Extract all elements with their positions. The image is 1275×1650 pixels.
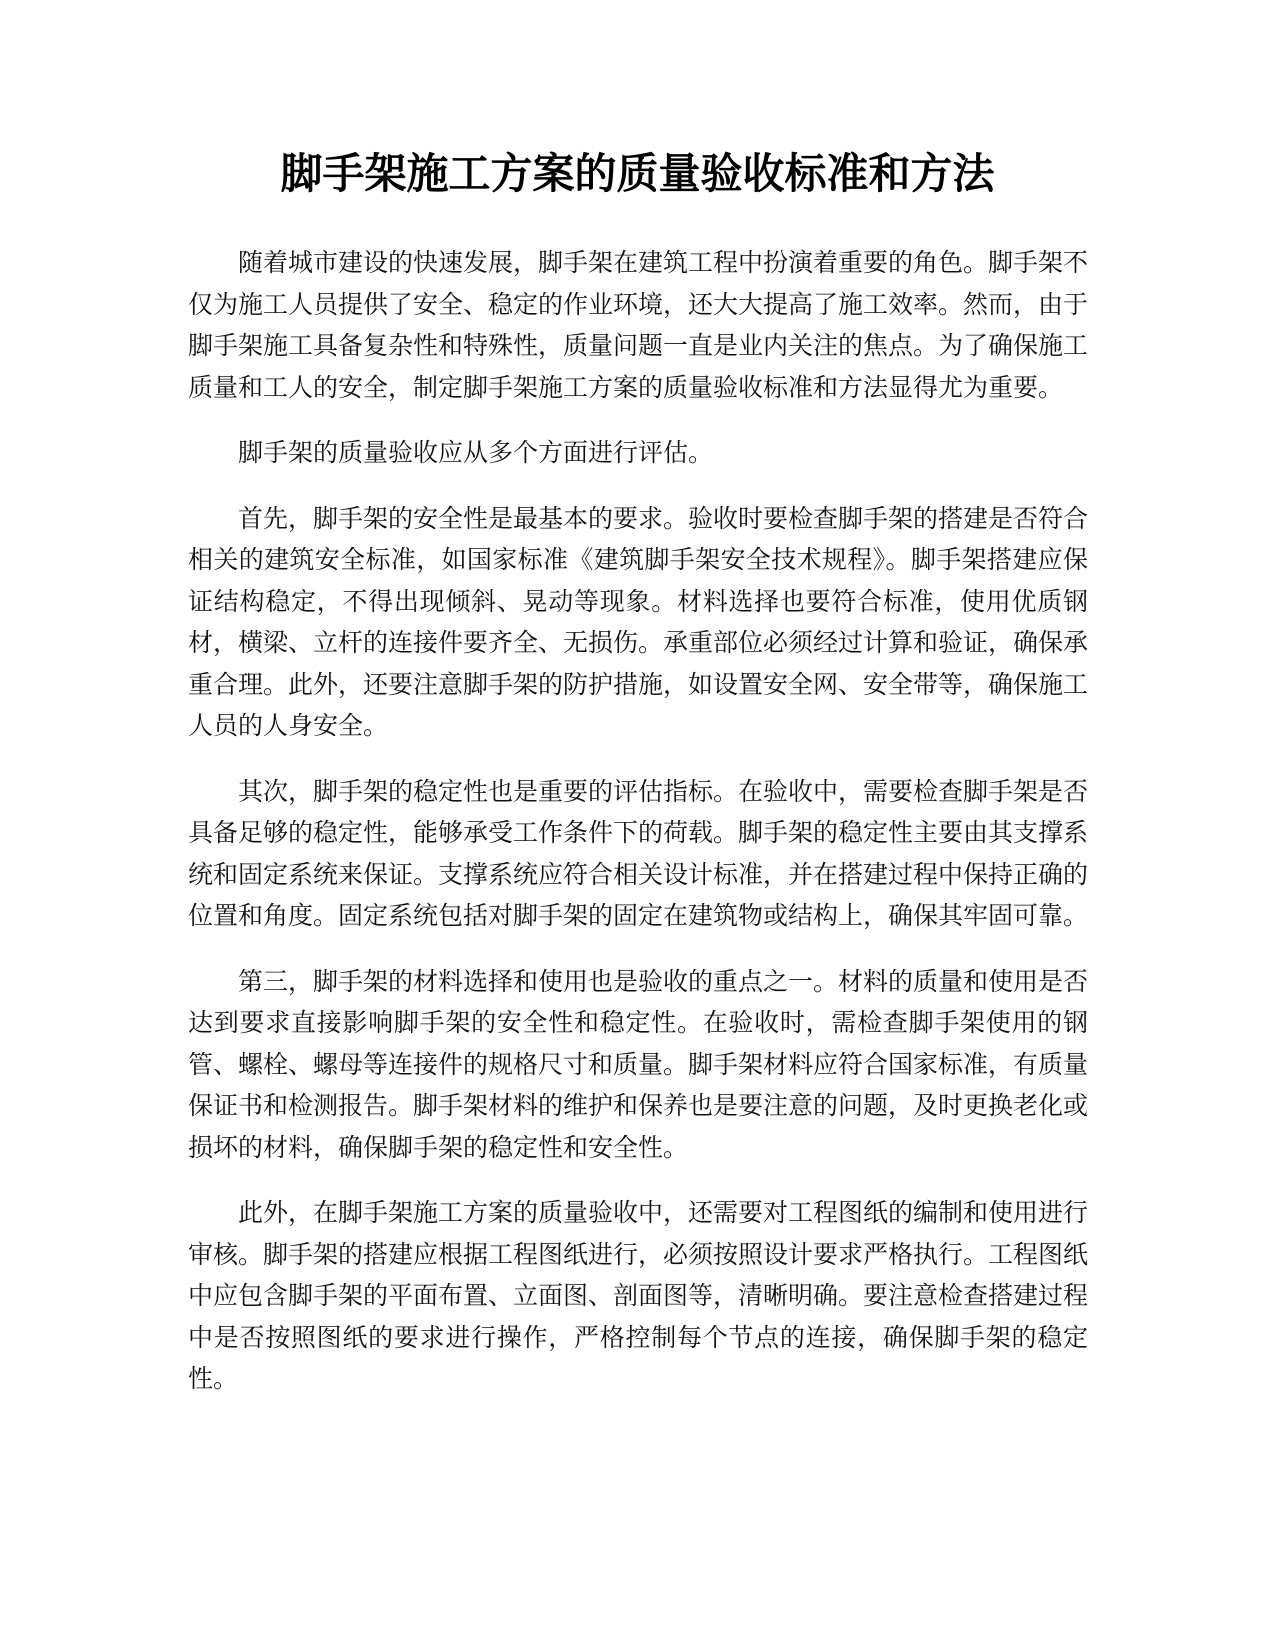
paragraph-materials: 第三，脚手架的材料选择和使用也是验收的重点之一。材料的质量和使用是否达到要求直接影响脚手架的安全性和稳定性。在验收时，需检查脚手架使用的钢管、螺栓、螺母等连接件的规格尺寸和质量。脚手架材料应符合国家标准，有质量保证书和检测报告。脚手架材料的维护和保养也是要注意的问题，及时更换老化或损坏的材料，确保脚手架的稳定性和安全性。 xyxy=(188,966,1089,1162)
paragraph-intro: 随着城市建设的快速发展，脚手架在建筑工程中扮演着重要的角色。脚手架不仅为施工人员提供了安全、稳定的作业环境，还大大提高了施工效率。然而，由于脚手架施工具备复杂性和特殊性，质量问题一直是业内关注的焦点。为了确保施工质量和工人的安全，制定脚手架施工方案的质量验收标准和方法显得尤为重要。 xyxy=(188,248,1089,402)
paragraph-safety: 首先，脚手架的安全性是最基本的要求。验收时要检查脚手架的搭建是否符合相关的建筑安全标准，如国家标准《建筑脚手架安全技术规程》。脚手架搭建应保证结构稳定，不得出现倾斜、晃动等现象。材料选择也要符合标准，使用优质钢材，横梁、立杆的连接件要齐全、无损伤。承重部位必须经过计算和验证，确保承重合理。此外，还要注意脚手架的防护措施，如设置安全网、安全带等，确保施工人员的人身安全。 xyxy=(188,503,1089,740)
paragraph-drawings: 此外，在脚手架施工方案的质量验收中，还需要对工程图纸的编制和使用进行审核。脚手架的搭建应根据工程图纸进行，必须按照设计要求严格执行。工程图纸中应包含脚手架的平面布置、立面图、剖面图等，清晰明确。要注意检查搭建过程中是否按照图纸的要求进行操作，严格控制每个节点的连接，确保脚手架的稳定性。 xyxy=(188,1198,1089,1393)
paragraph-stability: 其次，脚手架的稳定性也是重要的评估指标。在验收中，需要检查脚手架是否具备足够的稳定性，能够承受工作条件下的荷载。脚手架的稳定性主要由其支撑系统和固定系统来保证。支撑系统应符合相关设计标准，并在搭建过程中保持正确的位置和角度。固定系统包括对脚手架的固定在建筑物或结构上，确保其牢固可靠。 xyxy=(188,776,1089,930)
document-title: 脚手架施工方案的质量验收标准和方法 xyxy=(280,149,995,198)
paragraph-overview: 脚手架的质量验收应从多个方面进行评估。 xyxy=(238,438,714,467)
document-body xyxy=(188,242,1088,1424)
